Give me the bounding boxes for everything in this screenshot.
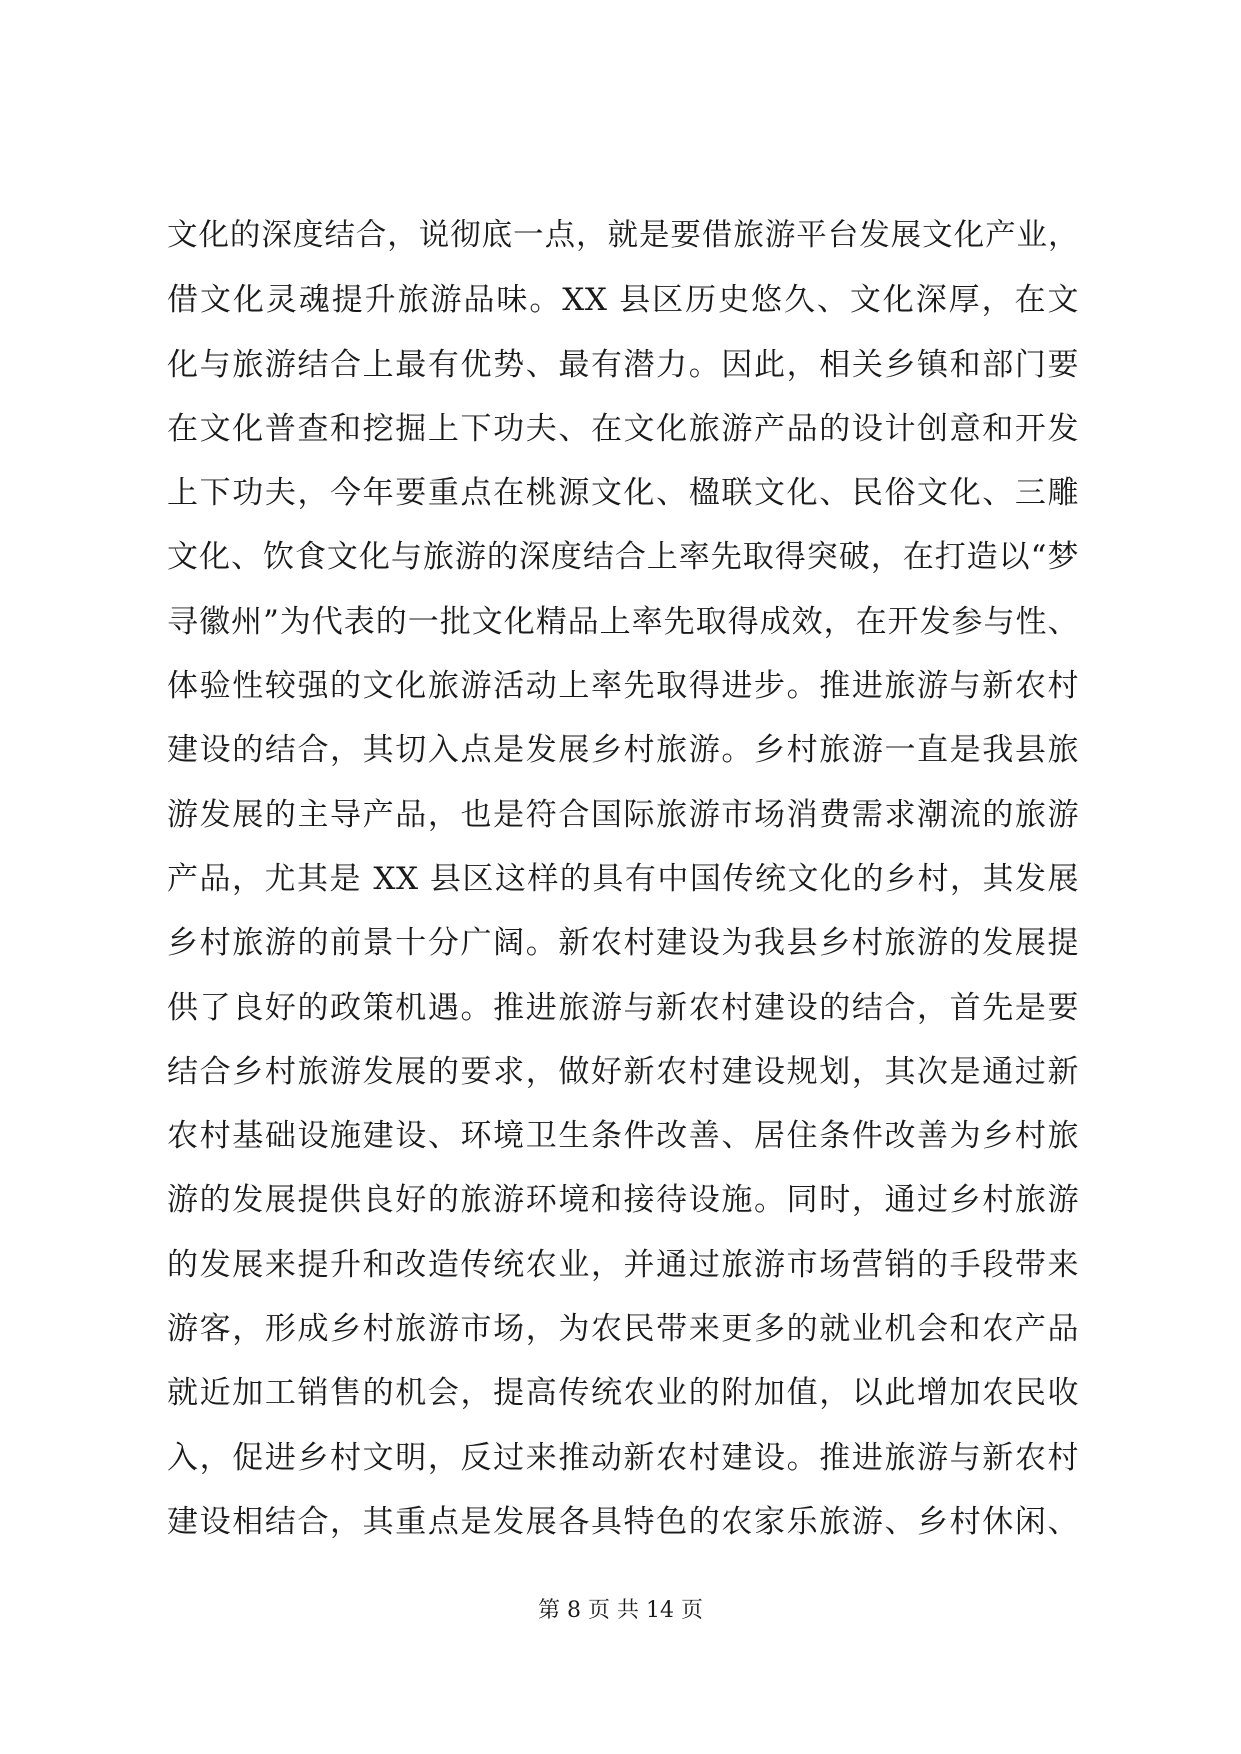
text-line: 农村基础设施建设、环境卫生条件改善、居住条件改善为乡村旅	[167, 1118, 1079, 1155]
text-line: 乡村旅游的前景十分广阔。新农村建设为我县乡村旅游的发展提	[167, 925, 1079, 962]
text-line: 化与旅游结合上最有优势、最有潜力。因此，相关乡镇和部门要	[167, 346, 1079, 383]
text-line: 体验性较强的文化旅游活动上率先取得进步。推进旅游与新农村	[167, 668, 1079, 705]
text-line: 就近加工销售的机会，提高传统农业的附加值，以此增加农民收	[167, 1375, 1079, 1412]
text-line: 游客，形成乡村旅游市场，为农民带来更多的就业机会和农产品	[167, 1311, 1079, 1348]
text-line: 文化、饮食文化与旅游的深度结合上率先取得突破，在打造以“梦	[167, 539, 1079, 576]
text-line: 借文化灵魂提升旅游品味。XX 县区历史悠久、文化深厚，在文	[167, 282, 1079, 319]
text-line: 游发展的主导产品，也是符合国际旅游市场消费需求潮流的旅游	[167, 796, 1079, 833]
body-paragraph	[167, 204, 1079, 1554]
text-line: 上下功夫，今年要重点在桃源文化、楹联文化、民俗文化、三雕	[167, 475, 1079, 512]
page-footer: 第 8 页 共 14 页	[538, 1598, 703, 1623]
text-line: 供了良好的政策机遇。推进旅游与新农村建设的结合，首先是要	[167, 989, 1079, 1026]
text-line: 的发展来提升和改造传统农业，并通过旅游市场营销的手段带来	[167, 1246, 1079, 1283]
text-line: 游的发展提供良好的旅游环境和接待设施。同时，通过乡村旅游	[167, 1182, 1079, 1219]
text-line: 寻徽州”为代表的一批文化精品上率先取得成效，在开发参与性、	[167, 603, 1079, 640]
text-line: 建设相结合，其重点是发展各具特色的农家乐旅游、乡村休闲、	[167, 1503, 1079, 1540]
text-line: 建设的结合，其切入点是发展乡村旅游。乡村旅游一直是我县旅	[167, 732, 1079, 769]
text-line: 文化的深度结合，说彻底一点，就是要借旅游平台发展文化产业，	[167, 218, 1079, 253]
text-line: 产品，尤其是 XX 县区这样的具有中国传统文化的乡村，其发展	[167, 860, 1079, 897]
text-line: 结合乡村旅游发展的要求，做好新农村建设规划，其次是通过新	[167, 1053, 1079, 1090]
text-line: 入，促进乡村文明，反过来推动新农村建设。推进旅游与新农村	[167, 1439, 1079, 1476]
text-line: 在文化普查和挖掘上下功夫、在文化旅游产品的设计创意和开发	[167, 410, 1079, 447]
